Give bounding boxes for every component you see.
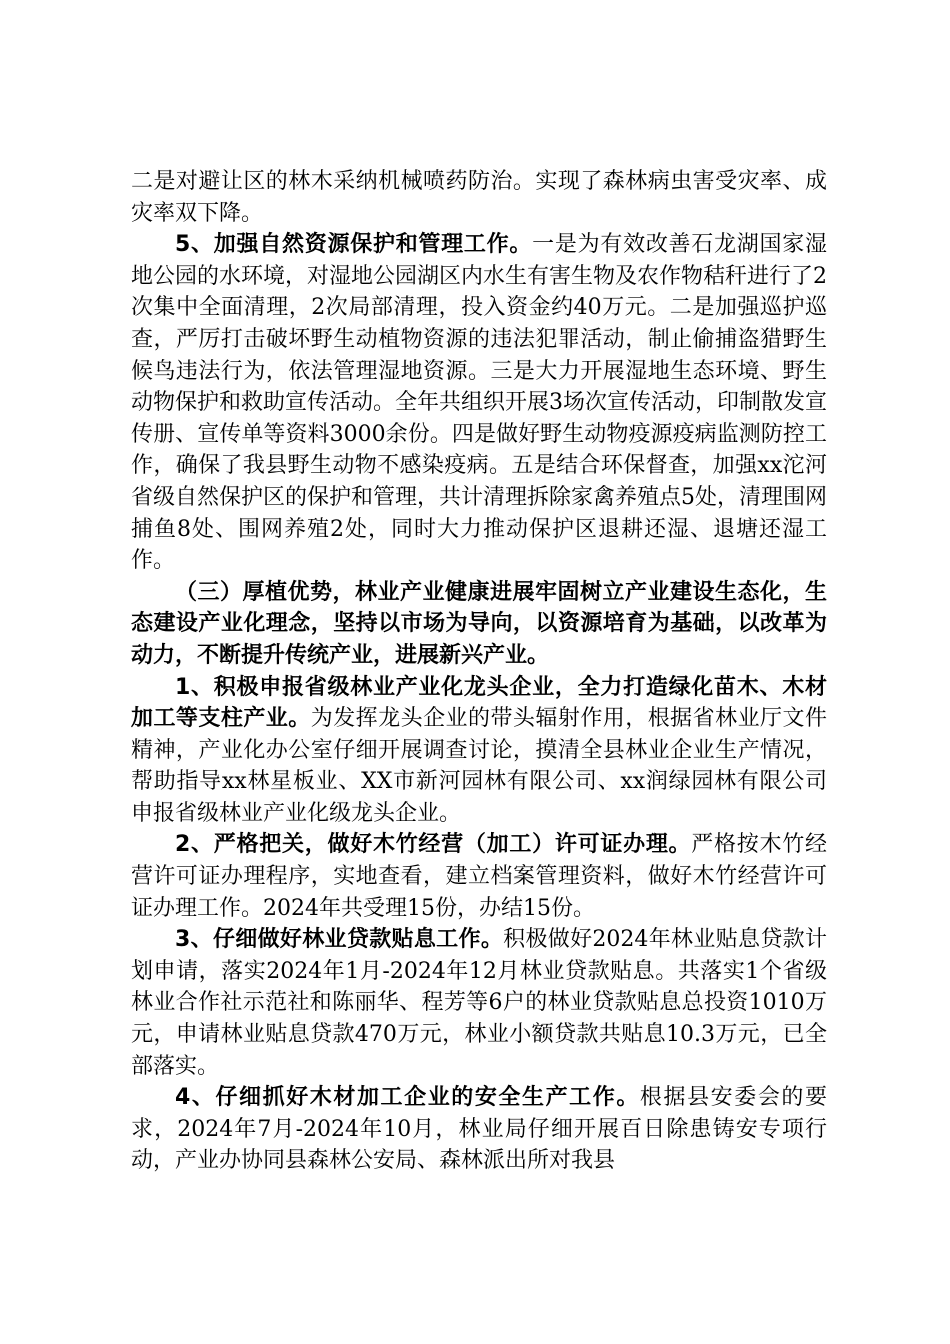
paragraph-1 bbox=[131, 166, 827, 229]
document-page bbox=[131, 166, 827, 1177]
paragraph-6-body: 积极做好2024年林业贴息贷款计划申请，落实2024年1月-2024年12月林业贷款贴息。共落实1个省级林业合作社示范社和陈丽华、程芳等6户的林业贷款贴息总投资1010万元，申请林业贴息贷款470万元，林业小额贷款共贴息10.3万元，已全部落实。 bbox=[131, 927, 827, 1079]
paragraph-4-head: 1、积极申报省级林业产业化龙头企业，全力打造绿化苗木、木材加工等支柱产业。 bbox=[131, 674, 827, 732]
paragraph-2-body: 一是为有效改善石龙湖国家湿地公园的水环境，对湿地公园湖区内水生有害生物及农作物秸秆进行了2次集中全面清理，2次局部清理，投入资金约40万元。二是加强巡护巡查，严厉打击破坏野生动植物资源的违法犯罪活动，制止偷捕盗猎野生候鸟违法行为，依法管理湿地资源。三是大力开展湿地生态环境、野生动物保护和救助宣传活动。全年共组织开展3场次宣传活动，印制散发宣传册、宣传单等资料3000余份。四是做好野生动物疫源疫病监测防控工作，确保了我县野生动物不感染疫病。五是结合环保督查，加强xx沱河省级自然保护区的保护和管理，共计清理拆除家禽养殖点5处，清理围网捕鱼8处、围网养殖2处，同时大力推动保护区退耕还湿、退塘还湿工作。 bbox=[131, 232, 827, 574]
paragraph-7 bbox=[131, 1082, 827, 1177]
paragraph-4 bbox=[131, 672, 827, 830]
paragraph-2 bbox=[131, 229, 827, 577]
paragraph-5 bbox=[131, 829, 827, 924]
paragraph-6 bbox=[131, 924, 827, 1082]
section-heading-3 bbox=[131, 577, 827, 672]
paragraph-7-body: 根据县安委会的要求，2024年7月-2024年10月，林业局仔细开展百日除患铸安专项行动，产业办协同县森林公安局、森林派出所对我县 bbox=[131, 1085, 827, 1174]
paragraph-6-head: 3、仔细做好林业贷款贴息工作。 bbox=[175, 927, 504, 953]
paragraph-5-body: 严格按木竹经营许可证办理程序，实地查看，建立档案管理资料，做好木竹经营许可证办理工作。2024年共受理15份，办结15份。 bbox=[131, 832, 827, 921]
paragraph-2-head: 5、加强自然资源保护和管理工作。 bbox=[175, 232, 533, 258]
paragraph-5-head: 2、严格把关，做好木竹经营（加工）许可证办理。 bbox=[175, 832, 692, 858]
paragraph-7-head: 4、仔细抓好木材加工企业的安全生产工作。 bbox=[175, 1085, 640, 1111]
paragraph-4-body: 为发挥龙头企业的带头辐射作用，根据省林业厅文件精神，产业化办公室仔细开展调查讨论，摸清全县林业企业生产情况，帮助指导xx林星板业、XX市新河园林有限公司、xx润绿园林有限公司申报省级林业产业化级龙头企业。 bbox=[131, 706, 827, 826]
paragraph-1-body: 二是对避让区的林木采纳机械喷药防治。实现了森林病虫害受灾率、成灾率双下降。 bbox=[131, 169, 827, 226]
paragraph-3-head: （三）厚植优势，林业产业健康进展牢固树立产业建设生态化，生态建设产业化理念，坚持以市场为导向，以资源培育为基础，以改革为动力，不断提升传统产业，进展新兴产业。 bbox=[131, 579, 827, 668]
